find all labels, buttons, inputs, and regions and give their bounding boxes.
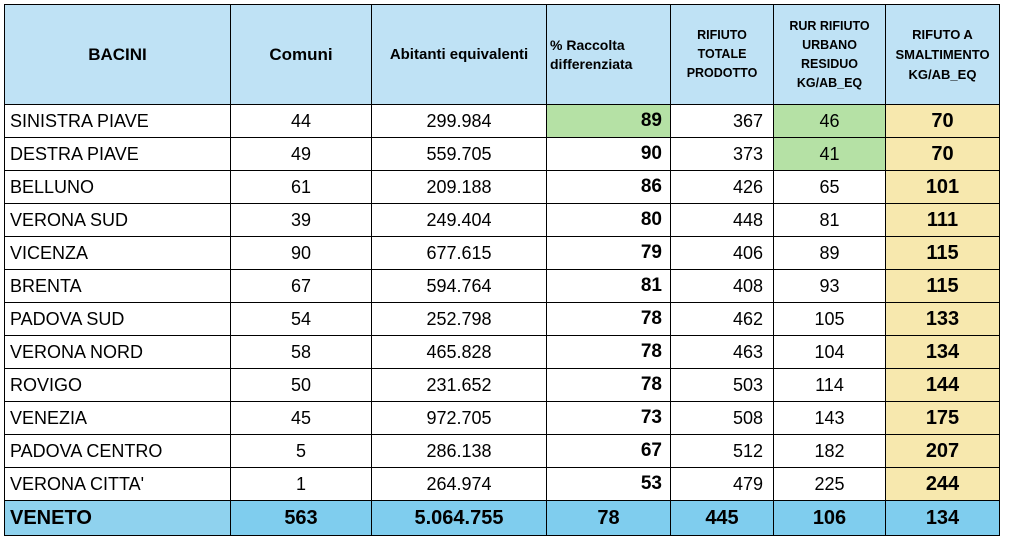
cell-smaltimento: 207 — [886, 435, 1000, 468]
cell-bacino: BRENTA — [5, 270, 231, 303]
cell-raccolta: 80 — [547, 204, 671, 237]
header-raccolta: % Raccolta differenziata — [547, 5, 671, 105]
cell-rur: 89 — [774, 237, 886, 270]
cell-comuni: 67 — [231, 270, 372, 303]
cell-comuni: 61 — [231, 171, 372, 204]
cell-raccolta: 81 — [547, 270, 671, 303]
cell-bacino: PADOVA SUD — [5, 303, 231, 336]
cell-rur: 46 — [774, 105, 886, 138]
header-comuni: Comuni — [231, 5, 372, 105]
cell-comuni: 50 — [231, 369, 372, 402]
cell-raccolta: 79 — [547, 237, 671, 270]
total-totale: 445 — [671, 501, 774, 536]
table-row — [5, 435, 1000, 468]
cell-raccolta: 67 — [547, 435, 671, 468]
cell-smaltimento: 175 — [886, 402, 1000, 435]
cell-raccolta: 78 — [547, 336, 671, 369]
cell-bacino: SINISTRA PIAVE — [5, 105, 231, 138]
cell-comuni: 49 — [231, 138, 372, 171]
cell-bacino: VICENZA — [5, 237, 231, 270]
total-comuni: 563 — [231, 501, 372, 536]
cell-comuni: 58 — [231, 336, 372, 369]
header-abitanti: Abitanti equivalenti — [372, 5, 547, 105]
total-raccolta: 78 — [547, 501, 671, 536]
cell-smaltimento: 134 — [886, 336, 1000, 369]
cell-abitanti: 594.764 — [372, 270, 547, 303]
waste-data-table — [4, 4, 1000, 536]
cell-raccolta: 89 — [547, 105, 671, 138]
cell-comuni: 54 — [231, 303, 372, 336]
cell-rur: 225 — [774, 468, 886, 501]
cell-rur: 81 — [774, 204, 886, 237]
cell-raccolta: 78 — [547, 369, 671, 402]
cell-bacino: BELLUNO — [5, 171, 231, 204]
cell-raccolta: 86 — [547, 171, 671, 204]
table-row — [5, 369, 1000, 402]
total-row — [5, 501, 1000, 536]
cell-smaltimento: 144 — [886, 369, 1000, 402]
cell-raccolta: 73 — [547, 402, 671, 435]
cell-rur: 114 — [774, 369, 886, 402]
cell-totale: 512 — [671, 435, 774, 468]
cell-comuni: 90 — [231, 237, 372, 270]
cell-raccolta: 90 — [547, 138, 671, 171]
cell-smaltimento: 244 — [886, 468, 1000, 501]
cell-rur: 105 — [774, 303, 886, 336]
table-row — [5, 402, 1000, 435]
total-bacino: VENETO — [5, 501, 231, 536]
cell-rur: 41 — [774, 138, 886, 171]
table-row — [5, 336, 1000, 369]
table-row — [5, 270, 1000, 303]
cell-abitanti: 559.705 — [372, 138, 547, 171]
cell-comuni: 45 — [231, 402, 372, 435]
cell-raccolta: 78 — [547, 303, 671, 336]
table-row — [5, 171, 1000, 204]
table-container — [4, 4, 1000, 536]
cell-totale: 479 — [671, 468, 774, 501]
cell-smaltimento: 101 — [886, 171, 1000, 204]
cell-comuni: 5 — [231, 435, 372, 468]
cell-rur: 93 — [774, 270, 886, 303]
cell-abitanti: 286.138 — [372, 435, 547, 468]
cell-raccolta: 53 — [547, 468, 671, 501]
cell-abitanti: 252.798 — [372, 303, 547, 336]
cell-rur: 143 — [774, 402, 886, 435]
cell-abitanti: 465.828 — [372, 336, 547, 369]
cell-smaltimento: 70 — [886, 105, 1000, 138]
cell-abitanti: 677.615 — [372, 237, 547, 270]
cell-abitanti: 209.188 — [372, 171, 547, 204]
cell-smaltimento: 115 — [886, 270, 1000, 303]
cell-rur: 104 — [774, 336, 886, 369]
table-row — [5, 303, 1000, 336]
cell-bacino: ROVIGO — [5, 369, 231, 402]
header-smaltimento: RIFUTO A SMALTIMENTO KG/AB_EQ — [886, 5, 1000, 105]
cell-bacino: VERONA NORD — [5, 336, 231, 369]
cell-abitanti: 299.984 — [372, 105, 547, 138]
cell-totale: 448 — [671, 204, 774, 237]
cell-totale: 463 — [671, 336, 774, 369]
cell-comuni: 39 — [231, 204, 372, 237]
cell-comuni: 44 — [231, 105, 372, 138]
cell-totale: 408 — [671, 270, 774, 303]
cell-abitanti: 264.974 — [372, 468, 547, 501]
table-row — [5, 204, 1000, 237]
cell-totale: 508 — [671, 402, 774, 435]
total-abitanti: 5.064.755 — [372, 501, 547, 536]
cell-smaltimento: 111 — [886, 204, 1000, 237]
total-smaltimento: 134 — [886, 501, 1000, 536]
cell-rur: 65 — [774, 171, 886, 204]
total-rur: 106 — [774, 501, 886, 536]
cell-abitanti: 231.652 — [372, 369, 547, 402]
header-bacini: BACINI — [5, 5, 231, 105]
header-rur: RUR RIFIUTO URBANO RESIDUO KG/AB_EQ — [774, 5, 886, 105]
cell-totale: 462 — [671, 303, 774, 336]
cell-totale: 367 — [671, 105, 774, 138]
table-row — [5, 468, 1000, 501]
cell-rur: 182 — [774, 435, 886, 468]
cell-bacino: PADOVA CENTRO — [5, 435, 231, 468]
cell-bacino: VERONA SUD — [5, 204, 231, 237]
cell-bacino: VERONA CITTA' — [5, 468, 231, 501]
cell-comuni: 1 — [231, 468, 372, 501]
table-row — [5, 138, 1000, 171]
cell-totale: 503 — [671, 369, 774, 402]
cell-totale: 373 — [671, 138, 774, 171]
table-row — [5, 105, 1000, 138]
header-row — [5, 5, 1000, 105]
header-rifiuto-totale: RIFIUTO TOTALE PRODOTTO — [671, 5, 774, 105]
cell-totale: 406 — [671, 237, 774, 270]
cell-totale: 426 — [671, 171, 774, 204]
cell-smaltimento: 133 — [886, 303, 1000, 336]
cell-abitanti: 249.404 — [372, 204, 547, 237]
cell-bacino: DESTRA PIAVE — [5, 138, 231, 171]
table-row — [5, 237, 1000, 270]
cell-smaltimento: 70 — [886, 138, 1000, 171]
cell-bacino: VENEZIA — [5, 402, 231, 435]
cell-smaltimento: 115 — [886, 237, 1000, 270]
cell-abitanti: 972.705 — [372, 402, 547, 435]
